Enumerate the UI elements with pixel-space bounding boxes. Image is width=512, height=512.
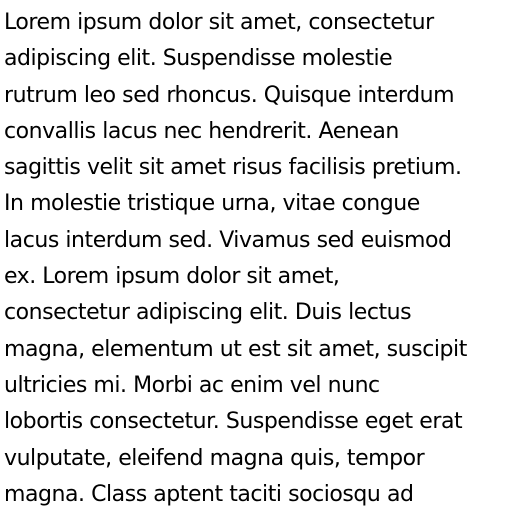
body-paragraph bbox=[4, 5, 512, 512]
text-line-3: rutrum leo sed rhoncus. Quisque interdum bbox=[4, 82, 455, 108]
text-line-14: magna. Class aptent taciti sociosqu ad bbox=[4, 481, 414, 507]
text-line-12: lobortis consectetur. Suspendisse eget erat bbox=[4, 409, 463, 435]
text-line-7: lacus interdum sed. Vivamus sed euismod bbox=[4, 227, 452, 253]
text-line-10: magna, elementum ut est sit amet, suscipit bbox=[4, 336, 467, 362]
text-line-11: ultricies mi. Morbi ac enim vel nunc bbox=[4, 372, 380, 398]
text-line-8: ex. Lorem ipsum dolor sit amet, bbox=[4, 264, 340, 290]
text-line-5: sagittis velit sit amet risus facilisis pretium. bbox=[4, 155, 462, 181]
text-line-2: adipiscing elit. Suspendisse molestie bbox=[4, 46, 393, 72]
text-line-6: In molestie tristique urna, vitae congue bbox=[4, 191, 420, 217]
text-line-1: Lorem ipsum dolor sit amet, consectetur bbox=[4, 10, 434, 35]
text-line-9: consectetur adipiscing elit. Duis lectus bbox=[4, 300, 412, 326]
text-line-13: vulputate, eleifend magna quis, tempor bbox=[4, 445, 425, 471]
text-line-4: convallis lacus nec hendrerit. Aenean bbox=[4, 118, 399, 144]
